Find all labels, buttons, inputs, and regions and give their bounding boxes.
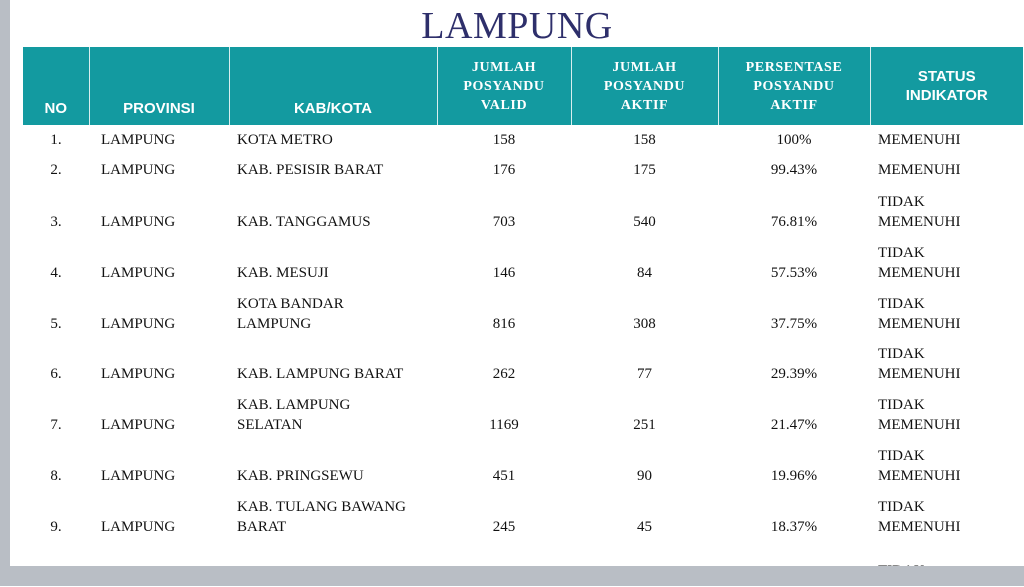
cell-no: 3. (50, 214, 62, 230)
table-row (23, 125, 1023, 155)
header-line: POSYANDU (753, 78, 835, 94)
cell-jumlah-valid: 245 (492, 519, 516, 535)
cell-kabkota (229, 490, 437, 541)
cell-status (870, 439, 1023, 490)
cell-kabkota (229, 155, 437, 185)
cell-no: 6. (50, 366, 62, 382)
header-no: NO (23, 47, 89, 125)
cell-kabkota (229, 338, 437, 388)
status-line: TIDAK (878, 397, 925, 413)
cell-jumlah-valid: 262 (492, 366, 516, 382)
table-header (23, 47, 1023, 125)
cell-status (870, 125, 1023, 155)
cell-no: 2. (50, 162, 62, 178)
cell-provinsi: LAMPUNG (101, 366, 176, 382)
cell-jumlah-aktif: 175 (633, 162, 656, 178)
table-row (23, 439, 1023, 490)
cell-provinsi: LAMPUNG (101, 417, 176, 433)
cell-jumlah-valid: 146 (492, 265, 516, 281)
cell-persentase: 18.37% (770, 519, 818, 535)
cell-kabkota-line: KAB. LAMPUNG BARAT (237, 366, 404, 382)
status-line: MEMENUHI (878, 132, 961, 148)
cell-kabkota (229, 439, 437, 490)
cell-provinsi: LAMPUNG (101, 162, 176, 178)
cell-kabkota-line: KAB. PESISIR BARAT (237, 162, 384, 178)
header-line: AKTIF (770, 97, 818, 113)
cell-kabkota (229, 287, 437, 338)
cell-jumlah-aktif: 308 (633, 316, 656, 332)
table-row (23, 338, 1023, 388)
cell-jumlah-aktif: 540 (633, 214, 656, 230)
status-line: MEMENUHI (878, 417, 961, 433)
cell-kabkota-line: KAB. MESUJI (237, 265, 329, 281)
cell-persentase: 100% (776, 132, 812, 148)
header-line: POSYANDU (603, 78, 686, 94)
cell-persentase: 57.53% (770, 265, 818, 281)
header-provinsi: PROVINSI (89, 47, 229, 125)
cell-kabkota-line: KAB. PRINGSEWU (237, 468, 364, 484)
status-line: TIDAK (878, 245, 925, 261)
cell-jumlah-valid: 158 (492, 132, 516, 148)
cell-kabkota-line: KAB. TULANG BAWANG (237, 499, 406, 515)
cell-provinsi: LAMPUNG (101, 316, 176, 332)
status-line: TIDAK (878, 346, 925, 362)
cell-jumlah-aktif: 84 (637, 265, 652, 281)
cell-no: 8. (50, 468, 62, 484)
cell-status (870, 185, 1023, 236)
cell-jumlah-aktif: 45 (637, 519, 652, 535)
cell-kabkota (229, 185, 437, 236)
cell-jumlah-aktif: 90 (637, 468, 652, 484)
status-line: MEMENUHI (878, 265, 961, 281)
cell-kabkota-line: KAB. LAMPUNG (237, 397, 351, 413)
left-frame-bar (0, 0, 10, 586)
cell-no: 9. (50, 519, 62, 535)
cell-no: 7. (50, 417, 62, 433)
header-persentase (718, 47, 870, 125)
header-line: VALID (480, 97, 528, 113)
cell-kabkota (229, 388, 437, 439)
page-title: LAMPUNG (421, 5, 613, 47)
cell-jumlah-aktif: 77 (637, 366, 652, 382)
header-line: STATUS (917, 68, 976, 85)
cell-status (870, 490, 1023, 541)
status-line: MEMENUHI (878, 316, 961, 332)
cell-no: 4. (50, 265, 62, 281)
bottom-frame-bar (0, 566, 1024, 586)
header-line: AKTIF (620, 97, 669, 113)
posyandu-table (23, 47, 1023, 587)
status-line: MEMENUHI (878, 468, 961, 484)
table-row (23, 236, 1023, 287)
header-kabkota: KAB/KOTA (229, 47, 437, 125)
slide (10, 0, 1024, 566)
cell-jumlah-valid: 816 (492, 316, 516, 332)
status-line: MEMENUHI (878, 519, 961, 535)
cell-kabkota-line: BARAT (237, 519, 287, 535)
cell-jumlah-aktif: 251 (633, 417, 656, 433)
header-line: JUMLAH (471, 59, 537, 75)
cell-provinsi: LAMPUNG (101, 468, 176, 484)
table-row (23, 155, 1023, 185)
status-line: TIDAK (878, 296, 925, 312)
cell-kabkota (229, 236, 437, 287)
table-row (23, 388, 1023, 439)
header-jumlah-valid (437, 47, 571, 125)
cell-jumlah-valid: 1169 (489, 417, 519, 433)
cell-kabkota-line: KOTA METRO (237, 132, 333, 148)
cell-no: 1. (50, 132, 62, 148)
status-line: TIDAK (878, 194, 925, 210)
cell-persentase: 21.47% (770, 417, 818, 433)
header-line: INDIKATOR (905, 87, 988, 104)
status-line: MEMENUHI (878, 214, 961, 230)
cell-status (870, 338, 1023, 388)
header-line: JUMLAH (612, 59, 677, 75)
cell-jumlah-aktif: 158 (633, 132, 656, 148)
cell-persentase: 19.96% (770, 468, 818, 484)
cell-status (870, 287, 1023, 338)
status-line: MEMENUHI (878, 366, 961, 382)
cell-kabkota-line: LAMPUNG (237, 316, 312, 332)
table-row (23, 287, 1023, 338)
header-line: POSYANDU (463, 78, 545, 94)
cell-persentase: 76.81% (770, 214, 818, 230)
cell-provinsi: LAMPUNG (101, 132, 176, 148)
cell-persentase: 37.75% (770, 316, 818, 332)
status-line: TIDAK (878, 499, 925, 515)
status-line: MEMENUHI (878, 162, 961, 178)
cell-status (870, 388, 1023, 439)
cell-no: 5. (50, 316, 62, 332)
table-row (23, 490, 1023, 541)
status-line: TIDAK (878, 448, 925, 464)
cell-kabkota-line: KOTA BANDAR (237, 296, 344, 312)
cell-provinsi: LAMPUNG (101, 519, 176, 535)
cell-jumlah-valid: 703 (492, 214, 516, 230)
cell-jumlah-valid: 451 (492, 468, 516, 484)
cell-status (870, 155, 1023, 185)
table-body (23, 125, 1023, 587)
header-status (870, 47, 1023, 125)
cell-jumlah-valid: 176 (492, 162, 516, 178)
cell-kabkota (229, 125, 437, 155)
table-row (23, 185, 1023, 236)
cell-kabkota-line: SELATAN (237, 417, 303, 433)
cell-persentase: 99.43% (770, 162, 818, 178)
cell-provinsi: LAMPUNG (101, 214, 176, 230)
cell-persentase: 29.39% (770, 366, 818, 382)
header-jumlah-aktif (571, 47, 718, 125)
cell-provinsi: LAMPUNG (101, 265, 176, 281)
cell-status (870, 236, 1023, 287)
header-line: PERSENTASE (745, 59, 843, 75)
cell-kabkota-line: KAB. TANGGAMUS (237, 214, 371, 230)
